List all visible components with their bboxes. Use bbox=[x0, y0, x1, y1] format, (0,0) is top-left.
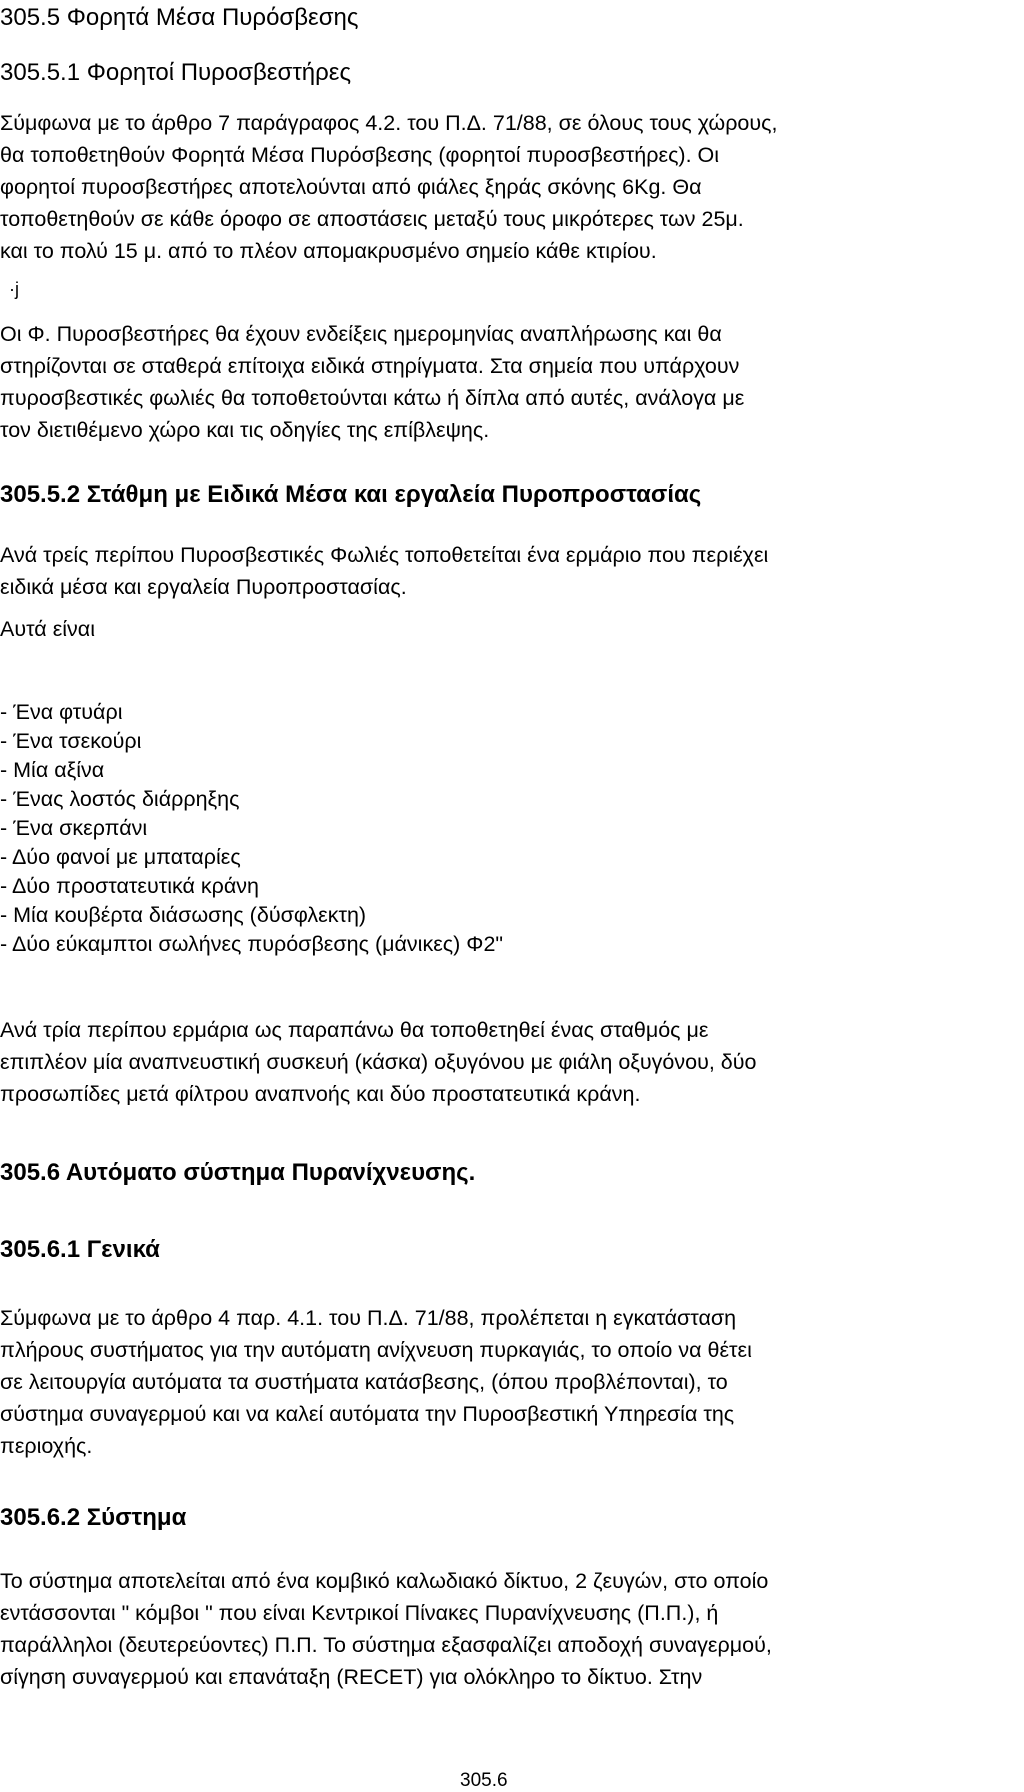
stray-mark: ·j bbox=[9, 279, 19, 299]
text-line: Το σύστημα αποτελείται από ένα κομβικό καλωδιακό δίκτυο, 2 ζευγών, στο οποίο bbox=[0, 1569, 769, 1593]
text-line: πυροσβεστικές φωλιές θα τοποθετούνται κάτω ή δίπλα από αυτές, ανάλογα με bbox=[0, 386, 745, 410]
paragraph-305-5-1-b bbox=[0, 318, 1024, 446]
section-305-6-2-title: 305.6.2 Σύστημα bbox=[0, 1504, 187, 1531]
list-item: - Δύο φανοί με μπαταρίες bbox=[0, 845, 241, 869]
text-line: Σύμφωνα με το άρθρο 4 παρ. 4.1. του Π.Δ. 71/88, προλέπεται η εγκατάσταση bbox=[0, 1306, 737, 1330]
section-305-6-title: 305.6 Αυτόματο σύστημα Πυρανίχνευσης. bbox=[0, 1159, 476, 1186]
list-item: - Ένα φτυάρι bbox=[0, 700, 123, 724]
list-item: - Δύο προστατευτικά κράνη bbox=[0, 874, 260, 898]
text-line: Ανά τρείς περίπου Πυροσβεστικές Φωλιές τοποθετείται ένα ερμάριο που περιέχει bbox=[0, 543, 769, 567]
list-item: - Δύο εύκαμπτοι σωλήνες πυρόσβεσης (μάνικες) Φ2" bbox=[0, 932, 504, 956]
paragraph-305-5-2-c bbox=[0, 1014, 1024, 1110]
paragraph-305-5-2-a bbox=[0, 539, 1024, 603]
equipment-list bbox=[0, 698, 1024, 959]
section-305-6-1-title: 305.6.1 Γενικά bbox=[0, 1236, 160, 1263]
text-line: τον διετιθέμενο χώρο και τις οδηγίες της επίβλεψης. bbox=[0, 418, 490, 442]
paragraph-305-5-1-a bbox=[0, 107, 1024, 267]
list-item: - Ένα τσεκούρι bbox=[0, 729, 142, 753]
section-305-5-2-title: 305.5.2 Στάθμη με Ειδικά Μέσα και εργαλεία Πυροπροστασίας bbox=[0, 481, 702, 508]
text-line: σύστημα συναγερμού και να καλεί αυτόματα την Πυροσβεστική Υπηρεσία της bbox=[0, 1402, 735, 1426]
text-line: φορητοί πυροσβεστήρες αποτελούνται από φιάλες ξηράς σκόνης 6Kg. Θα bbox=[0, 175, 702, 199]
text-line: εντάσσονται " κόμβοι " που είναι Κεντρικοί Πίνακες Πυρανίχνευσης (Π.Π.), ή bbox=[0, 1601, 719, 1625]
text-line: Ανά τρία περίπου ερμάρια ως παραπάνω θα τοποθετηθεί ένας σταθμός με bbox=[0, 1018, 709, 1042]
text-line: τοποθετηθούν σε κάθε όροφο σε αποστάσεις μεταξύ τους μικρότερες των 25μ. bbox=[0, 207, 744, 231]
text-line: σε λειτουργία αυτόματα τα συστήματα κατάσβεσης, (όπου προβλέπονται), το bbox=[0, 1370, 728, 1394]
list-item: - Ένας λοστός διάρρηξης bbox=[0, 787, 240, 811]
section-305-5-1-title: 305.5.1 Φορητοί Πυροσβεστήρες bbox=[0, 59, 352, 86]
text-line: προσωπίδες μετά φίλτρου αναπνοής και δύο προστατευτικά κράνη. bbox=[0, 1082, 641, 1106]
text-line: σίγηση συναγερμού και επανάταξη (RECET) για ολόκληρο το δίκτυο. Στην bbox=[0, 1665, 703, 1689]
paragraph-305-5-2-b: Αυτά είναι bbox=[0, 617, 96, 641]
text-line: και το πολύ 15 μ. από το πλέον απομακρυσμένο σημείο κάθε κτιρίου. bbox=[0, 239, 657, 263]
text-line: ειδικά μέσα και εργαλεία Πυροπροστασίας. bbox=[0, 575, 407, 599]
text-line: παράλληλοι (δευτερεύοντες) Π.Π. Το σύστημα εξασφαλίζει αποδοχή συναγερμού, bbox=[0, 1633, 772, 1657]
text-line: περιοχής. bbox=[0, 1434, 93, 1458]
page-number: 305.6 bbox=[460, 1770, 508, 1791]
paragraph-305-6-1 bbox=[0, 1302, 1024, 1462]
list-item: - Ένα σκερπάνι bbox=[0, 816, 148, 840]
list-item: - Μία αξίνα bbox=[0, 758, 105, 782]
text-line: επιπλέον μία αναπνευστική συσκευή (κάσκα) οξυγόνου με φιάλη οξυγόνου, δύο bbox=[0, 1050, 757, 1074]
text-line: Σύμφωνα με το άρθρο 7 παράγραφος 4.2. του Π.Δ. 71/88, σε όλους τους χώρους, bbox=[0, 111, 778, 135]
text-line: στηρίζονται σε σταθερά επίτοιχα ειδικά στηρίγματα. Στα σημεία που υπάρχουν bbox=[0, 354, 740, 378]
paragraph-305-6-2 bbox=[0, 1565, 1024, 1693]
list-item: - Μία κουβέρτα διάσωσης (δύσφλεκτη) bbox=[0, 903, 367, 927]
text-line: πλήρους συστήματος για την αυτόματη ανίχνευση πυρκαγιάς, το οποίο να θέτει bbox=[0, 1338, 752, 1362]
text-line: Οι Φ. Πυροσβεστήρες θα έχουν ενδείξεις ημερομηνίας αναπλήρωσης και θα bbox=[0, 322, 722, 346]
text-line: θα τοποθετηθούν Φορητά Μέσα Πυρόσβεσης (φορητοί πυροσβεστήρες). Οι bbox=[0, 143, 720, 167]
section-305-5-title: 305.5 Φορητά Μέσα Πυρόσβεσης bbox=[0, 4, 359, 31]
